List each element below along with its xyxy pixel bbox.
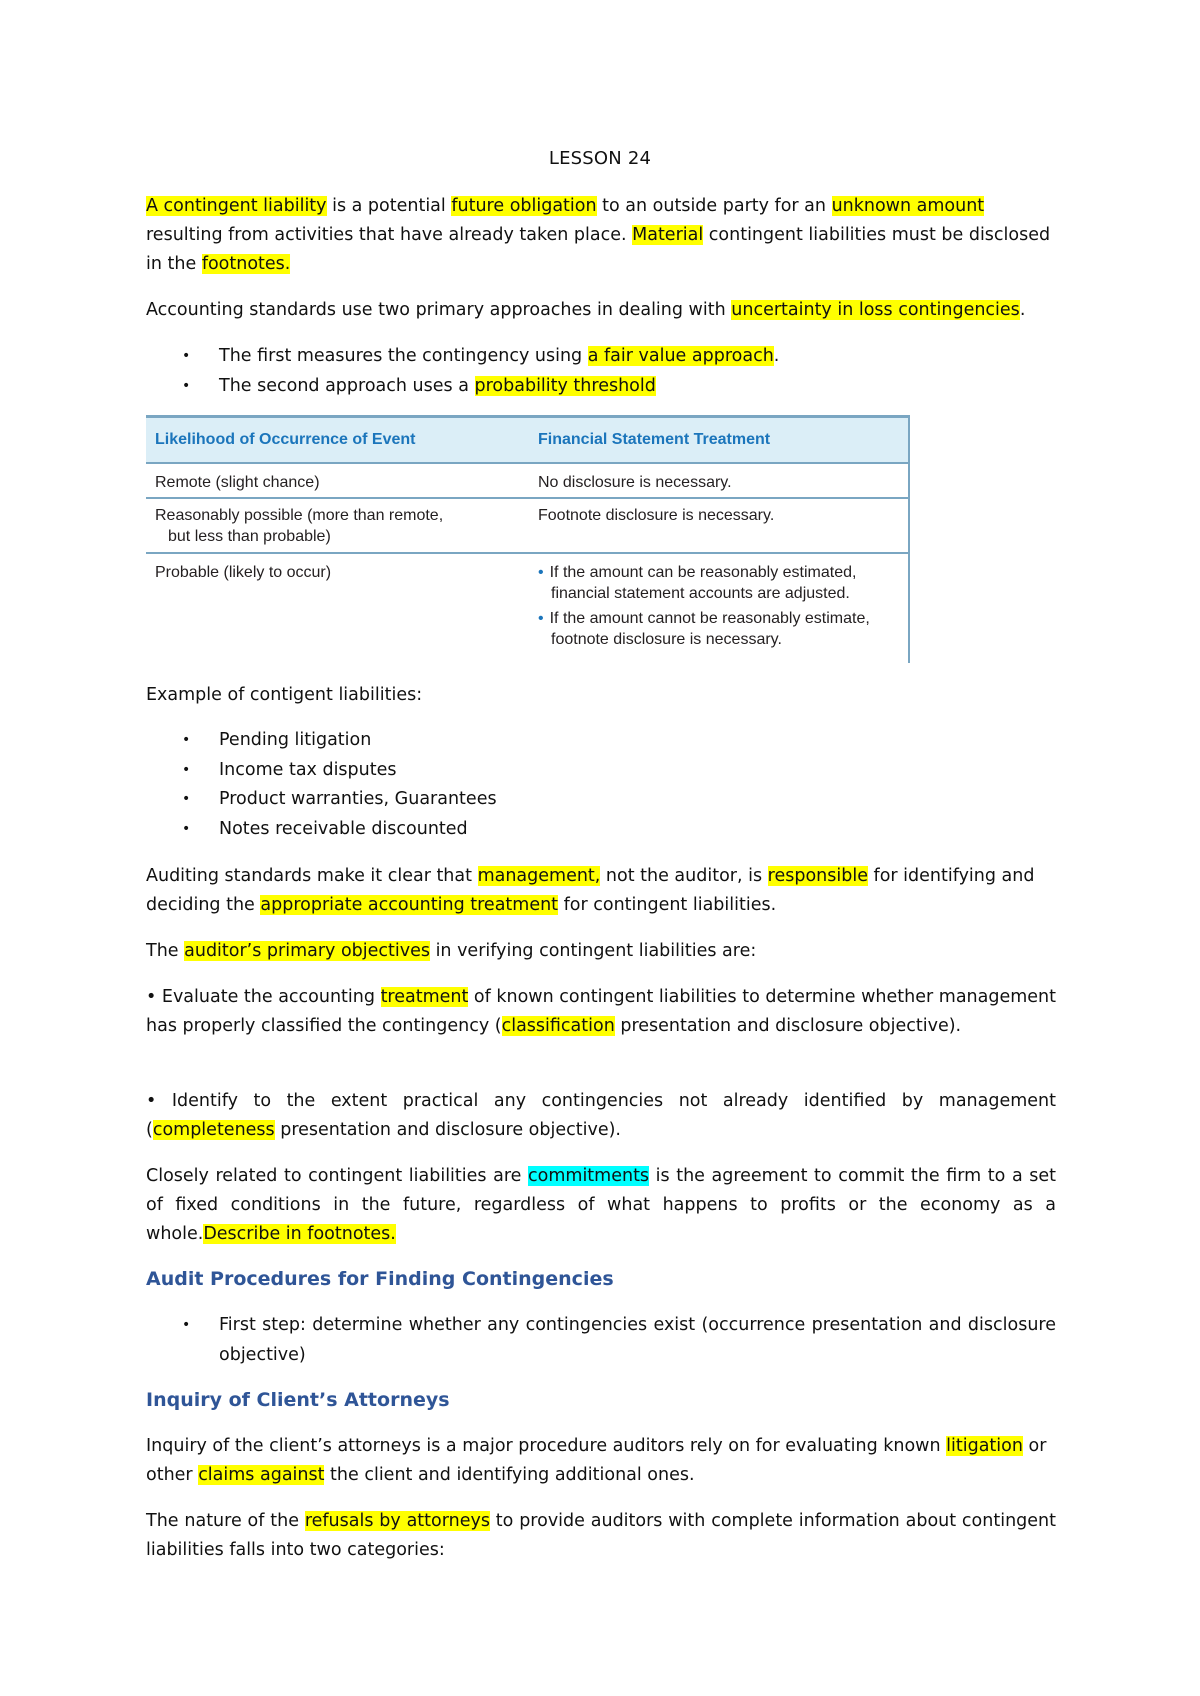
paragraph-inquiry: Inquiry of the client’s attorneys is a major procedure auditors rely on for evaluating known litigation or other claims against the client and identifying additional ones. (146, 1436, 1047, 1485)
examples-list (146, 726, 1056, 844)
list-item: • The second approach uses a probability threshold (182, 375, 656, 396)
paragraph-refusals: The nature of the refusals by attorneys to provide auditors with complete information about contingent liabilities falls into two categories: (146, 1511, 1056, 1560)
table-header-treatment: Financial Statement Treatment (538, 431, 771, 448)
highlight: A contingent liability (146, 196, 327, 216)
paragraph-management-responsibility: Auditing standards make it clear that management, not the auditor, is responsible for identifying and deciding the appropriate accounting treatment for contingent liabilities. (146, 866, 1035, 915)
table-row: Reasonably possible (more than remote, but less than probable) Footnote disclosure is necessary. (146, 497, 910, 552)
list-item: • Product warranties, Guarantees (182, 789, 497, 809)
table-row: Probable (likely to occur) • If the amount can be reasonably estimated, financial statement accounts are adjusted. • If the amount cannot be reasonably estimate, footnote disclosure is necessary. (146, 552, 910, 663)
table-bullet-item: • If the amount can be reasonably estimated, (538, 564, 857, 581)
examples-intro: Example of contigent liabilities: (146, 685, 423, 705)
highlight: unknown amount (831, 196, 985, 216)
list-item: • Pending litigation (182, 730, 372, 750)
heading-inquiry-attorneys: Inquiry of Client’s Attorneys (146, 1389, 450, 1411)
list-item: • First step: determine whether any contingencies exist (occurrence presentation and disclosure objective) (182, 1315, 1056, 1365)
highlight: footnotes. (201, 254, 291, 274)
highlight: uncertainty in loss contingencies (731, 300, 1020, 320)
paragraph-identify-contingencies: • Identify to the extent practical any contingencies not already identified by management (completeness presentation and disclosure objective). (146, 1091, 1056, 1140)
paragraph-auditor-objectives: The auditor’s primary objectives in verifying contingent liabilities are: (146, 941, 757, 961)
paragraph-commitments: Closely related to contingent liabilities are commitments is the agreement to commit the firm to a set of fixed conditions in the future, regardless of what happens to profits or the economy as a whole.Describe in footnotes. (146, 1166, 1056, 1244)
paragraph-evaluate-treatment: • Evaluate the accounting treatment of known contingent liabilities to determine whether management has properly classified the contingency (classification presentation and disclosure objective). (146, 987, 1057, 1036)
table-bullet-item: • If the amount cannot be reasonably estimate, (538, 610, 870, 627)
paragraph-approaches: Accounting standards use two primary approaches in dealing with uncertainty in loss contingencies. (146, 300, 1026, 320)
procedures-list (146, 1311, 1056, 1370)
likelihood-table (146, 415, 910, 661)
heading-audit-procedures: Audit Procedures for Finding Contingencies (146, 1268, 614, 1290)
list-item: • Notes receivable discounted (182, 818, 468, 839)
table-row: Remote (slight chance) No disclosure is necessary. (146, 462, 910, 497)
paragraph-contingent-liability: A contingent liability is a potential future obligation to an outside party for an unknown amount resulting from activities that have already taken place. Material contingent liabilities must be disclosed in the footnotes. (146, 196, 1051, 274)
table-header-likelihood: Likelihood of Occurrence of Event (155, 431, 416, 448)
highlight: future obligation (451, 196, 597, 216)
table-header-row (146, 418, 910, 462)
list-item: • Income tax disputes (182, 759, 397, 780)
list-item: • The first measures the contingency using a fair value approach. (182, 346, 780, 366)
approaches-list (146, 342, 1056, 401)
lesson-title: LESSON 24 (548, 148, 652, 169)
highlight: Material (632, 225, 704, 245)
